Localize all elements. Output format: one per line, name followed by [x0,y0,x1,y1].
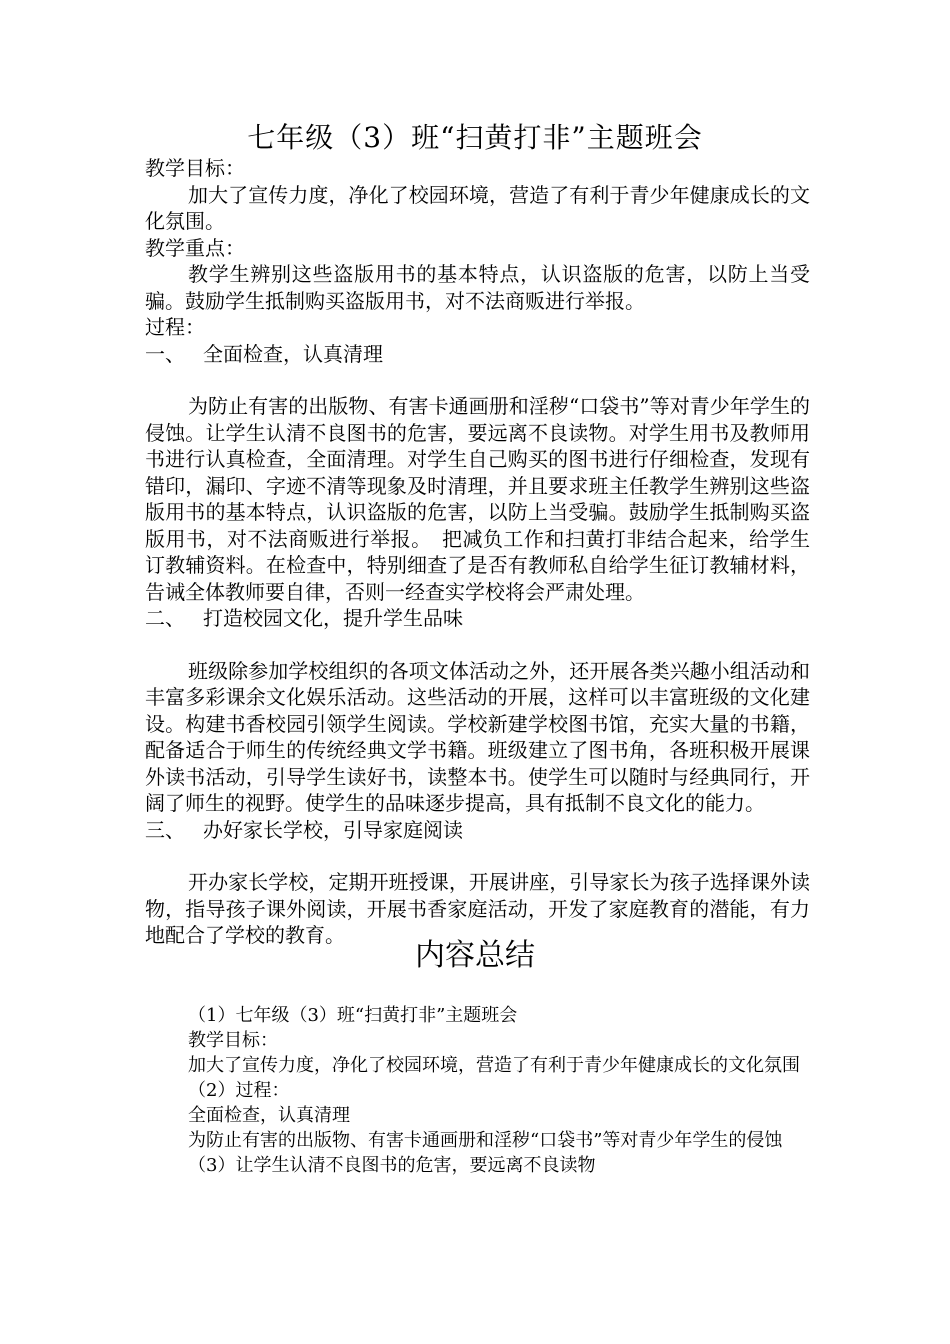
spacer [145,632,810,658]
section-paragraph: 开办家长学校，定期开班授课，开展讲座，引导家长为孩子选择课外读物，指导孩子课外阅读，开展书香家庭活动，开发了家庭教育的潜能，有力地配合了学校的教育。 [145,870,810,947]
document-title: 七年级（3）班“扫黄打非”主题班会 [247,121,703,154]
section-number: 二、 [145,606,185,630]
section-heading [145,341,810,368]
summary-line: （2）过程： [188,1080,290,1101]
focus-label: 教学重点： [145,235,245,260]
spacer [145,367,810,393]
summary-line: 加大了宣传力度，净化了校园环境，营造了有利于青少年健康成长的文化氛围 [188,1055,800,1076]
process-label: 过程： [145,315,205,339]
section-heading [145,817,810,844]
summary-line: 教学目标： [188,1030,278,1051]
section-heading-text: 办好家长学校，引导家庭阅读 [203,817,463,842]
summary-title: 内容总结 [415,938,535,973]
summary-line: 全面检查，认真清理 [188,1105,350,1126]
section-paragraph: 为防止有害的出版物、有害卡通画册和淫秽“口袋书”等对青少年学生的侵蚀。让学生认清不良图书的危害，要远离不良读物。对学生用书及教师用书进行认真检查，全面清理。对学生自己购买的图书进行仔细检查，发现有错印，漏印、字迹不清等现象及时清理，并且要求班主任教学生辨别这些盗版用书的基本特点，认识盗版的危害，以防上当受骗。鼓励学生抵制购买盗版用书，对不法商贩进行举报。 把减负工作和扫黄打非结合起来，给学生订教辅资料。在检查中，特别细查了是否有教师私自给学生征订教辅材料，告诫全体教师要自律，否则一经查实学校将会严肃处理。 [145,394,810,604]
summary-body [145,1003,810,1178]
spacer [145,843,810,869]
section-number: 一、 [145,341,185,366]
section-number: 三、 [145,817,185,842]
goal-text: 加大了宣传力度，净化了校园环境，营造了有利于青少年健康成长的文化氛围。 [145,182,810,233]
summary-line: 为防止有害的出版物、有害卡通画册和淫秽“口袋书”等对青少年学生的侵蚀 [188,1130,783,1151]
section-heading-text: 打造校园文化，提升学生品味 [203,606,463,630]
summary-line: （3）让学生认清不良图书的危害，要远离不良读物 [188,1155,596,1176]
section-heading [145,605,810,632]
section-paragraph: 班级除参加学校组织的各项文体活动之外，还开展各类兴趣小组活动和丰富多彩课余文化娱乐活动。这些活动的开展，这样可以丰富班级的文化建设。构建书香校园引领学生阅读。学校新建学校图书馆，充实大量的书籍，配备适合于师生的传统经典文学书籍。班级建立了图书角，各班积极开展课外读书活动，引导学生读好书，读整本书。使学生可以随时与经典同行，开阔了师生的视野。使学生的品味逐步提高，具有抵制不良文化的能力。 [145,658,810,815]
document-body [145,155,810,949]
goal-label: 教学目标： [145,156,245,180]
summary-line: （1）七年级（3）班“扫黄打非”主题班会 [188,1005,518,1026]
focus-text: 教学生辨别这些盗版用书的基本特点，认识盗版的危害，以防上当受骗。鼓励学生抵制购买盗版用书，对不法商贩进行举报。 [145,262,810,313]
section-heading-text: 全面检查，认真清理 [203,341,383,366]
